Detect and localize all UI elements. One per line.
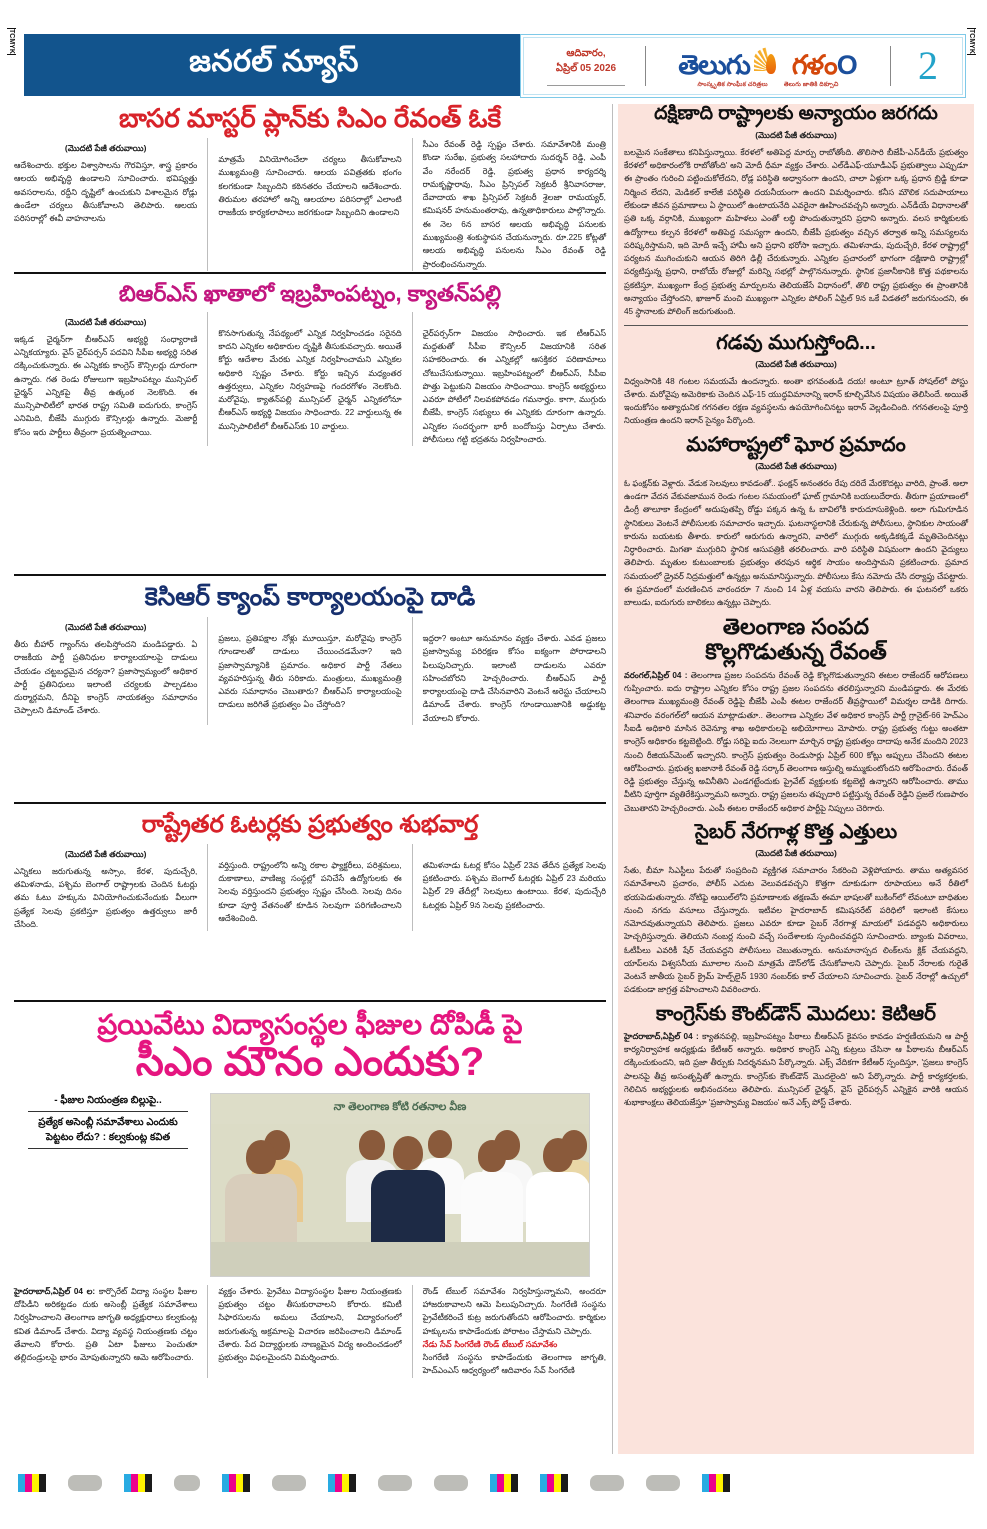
cmyk-swatch-group <box>222 1474 250 1492</box>
feature-headline-line1: ప్రయివేటు విద్యాసంస్థల ఫీజుల దోపిడీ పై <box>97 1009 523 1040</box>
brand-tagline-left: సాంస్కృతిక సాంఘీక చరిత్రలు <box>697 82 768 88</box>
cyber-body: సేతు, బీమా సిఎస్టీలు పేరుతో సంప్రదించి వ్యక్తిగత సమాచారం సేకరించి వెళ్లిపోయారు. తాము అత్యవసర సమావేశాలని ప్రచారం, పోలీస్ ఎదుట వెలువడవచ్చని కొత్తగా దూకుడుగా రూపాయలు అనే రీతిలో భయపెడుతున్నారు. నోటిఫై ఆయిల్‌లోని ప్రమాణాలకు తక్షణమే ఈమా భాషలతో బుకింగ్‌లో లేవంటూ బాధితుల నుంచి నగదు వసూలు చేస్తున్నారు. ఇటీవల హైదరాబాద్ కమిషనరేట్ పరిధిలో ఇలాంటి కేసులు నమోదవుతున్నాయని తెలిపారు. ప్రజలు ఎవరూ కూడా సైబర్ నేరగాళ్ల మాయలో పడవద్దని అధికారులు హెచ్చరిస్తున్నారు. తెలియని నంబర్ల నుంచి వచ్చే సందేశాలకు స్పందించవద్దని సూచించారు. బ్యాంకు వివరాలు, ఓటీపీలు ఎవరికీ షేర్ చేయవద్దని పోలీసులు చెబుతున్నారు. అనుమానాస్పద లింక్‌లను క్లిక్ చేయవద్దని, యాప్‌లను విశ్వసనీయ మూలాల నుంచి మాత్రమే డౌన్‌లోడ్ చేసుకోవాలని చెప్పారు. సైబర్ నేరాలకు గురైతే వెంటనే జాతీయ సైబర్ క్రైమ్ హెల్ప్‌లైన్ 1930 నంబర్‌కు కాల్ చేయాలని సూచించారు. సైబర్ నేరాల్లో ఉచ్చులో పడకుండా జాగ్రత్త వహించాలని వివరించారు. <box>624 865 968 995</box>
gray-swatch <box>590 1475 624 1491</box>
article-basara <box>14 104 606 271</box>
brs-body-col3: ఛైర్‌పర్సన్‌గా విజయం సాధించారు. ఇక టీఆర్ఎస్ మద్దతుతో సీపీఐ కౌన్సిలర్ విజయానికి సరిత సహకరించారు. ఈ ఎన్నికల్లో ఆసక్తికర పరిణామాలు చోటుచేసుకున్నాయి. ఇబ్రహింపట్నంలో బీఆర్ఎస్, సీపీఐ పొత్తు పెట్టుకుని విజయం సాధించాయి. కాంగ్రెస్ అభ్యర్థులు ఎవరూ పోటీలో నిలవకపోవడం గమనార్హం. కాగా, ముగ్గురు బీజేపీ, కాంగ్రెస్ సభ్యులు ఈ ఎన్నికకు దూరంగా ఉన్నారు. ఎన్నికల సందర్భంగా భారీ బందోబస్తు ఏర్పాటు చేశారు. పోలీసులు గట్టి భద్రతను నిర్వహించారు. <box>422 328 606 444</box>
article-cyber <box>624 821 968 997</box>
date-full: ఏప్రిల్ 05 2026 <box>555 63 617 74</box>
headline-revanth-line2: కొల్లగొడుతున్న రేవంత్ <box>705 638 887 664</box>
feature-sub-line3: పెట్టటం లేదు? : కల్వకుంట్ల కవిత <box>45 1131 171 1143</box>
page-number-box <box>891 43 965 88</box>
date-day: ఆదివారం, <box>566 48 606 59</box>
article-voters <box>14 794 606 931</box>
article-ktr <box>624 1003 968 1110</box>
article-body-col3: సీఎం రేవంత్ రెడ్డి స్పష్టం చేశారు. సమావేశానికి మంత్రి కొండా సురేఖ, ప్రభుత్వ సలహాదారు సుదర్శన్ రెడ్డి, ఎంపీ వేం నరేందర్ రెడ్డి, ప్రభుత్వ ప్రధాన కార్యదర్శి రామకృష్ణారావు, సీఎం ప్రిన్సిపల్ సెక్రటరీ శ్రీనివాసరాజు, దేవాదాయ శాఖ ప్రిన్సిపల్ సెక్రటరీ శైలజా రామయ్యర్, కమిషనర్ హనుమంతరావు, ఉన్నతాధికారులు పాల్గొన్నారు. ఈ నెల 6న బాసర ఆలయ అభివృద్ధి పనులకు ముఖ్యమంత్రి శంకుస్థాపన చేయనున్నారు. రూ.225 కోట్లతో ఆలయ అభివృద్ధి పనులను సీఎం రేవంత్ రెడ్డి ప్రారంభించనున్నారు. <box>422 140 606 269</box>
photo-person <box>225 1140 297 1242</box>
gray-swatch <box>68 1475 102 1491</box>
brand-word-end: O <box>836 50 858 80</box>
article-maharashtra <box>624 434 968 610</box>
photo-person <box>526 1138 590 1242</box>
gray-swatch <box>272 1475 306 1491</box>
cmyk-swatch-group <box>124 1474 152 1492</box>
feature-rule <box>14 1000 606 1002</box>
cmyk-swatch-group <box>540 1474 568 1492</box>
feature-body-col1 <box>14 1285 197 1365</box>
headline-ktr: కాంగ్రెస్‌కు కౌంట్‌డౌన్ మొదలు: కెటిఆర్ <box>656 1002 936 1025</box>
press-conference-photo <box>210 1093 590 1277</box>
photo-backdrop-banner <box>211 1094 589 1124</box>
feature-body-col1-text: కార్పొరేట్ విద్యా సంస్థల ఫీజుల దోపిడీని అరికట్టడం దుకు అసెంబ్లీ ప్రత్యేక సమావేశాలు నిర్వహించాలని తెలంగాణ జాగృతి అధ్యక్షురాలు కల్వకుంట్ల కవిత డిమాండ్ చేశారు. విద్యా వ్యవస్థ నియంత్రణకు చట్టం తేవాలని కోరారు. ప్రతి ఏటా ఫీజులు పెంచుతూ తల్లిదండ్రులపై భారం మోపుతున్నారని ఆమె ఆరోపించారు. <box>14 1286 198 1363</box>
voters-body-col3: తమిళనాడు ఓటర్ల కోసం ఏప్రిల్ 23వ తేదీన ప్రత్యేక సెలవు ప్రకటించారు. పశ్చిమ బెంగాల్ ఓటర్లకు ఏప్రిల్ 23 మరియు ఏప్రిల్ 29 తేదీల్లో సెలవులు ఉంటాయి. కేరళ, పుదుచ్చేరి ఓటర్లకు ఏప్రిల్ 9న సెలవు ప్రకటించారు. <box>422 860 606 910</box>
feature-body-col3: రౌండ్ టేబుల్ సమావేశం నిర్వహిస్తున్నామని, అందరూ హాజరుకావాలని ఆమె పిలుపునిచ్చారు. సింగరేణి సంస్థను ప్రైవేటీకరించే కుట్ర జరుగుతోందని ఆరోపించారు. కార్మికుల హక్కులను కాపాడేందుకు పోరాటం చేస్తామని చెప్పారు. <box>422 1286 606 1336</box>
headline-maharashtra: మహారాష్ట్రలో ఘోర ప్రమాదం <box>686 433 906 456</box>
brs-body-col2: కొనసాగుతున్న నేపథ్యంలో ఎన్నిక నిర్వహించడం సరైనది కాదని ఎన్నికల అధికారుల దృష్టికి తీసుకువచ్చారు. అయితే కోర్టు ఆదేశాల మేరకు ఎన్నిక నిర్వహించామని ఎన్నికల అధికారి స్పష్టం చేశారు. కోర్టు ఇచ్చిన మధ్యంతర ఉత్తర్వులు, ఎన్నికల నిర్వహణపై గందరగోళం నెలకొంది. మరోవైపు, క్యాతన్‌పల్లి మున్సిపల్ ఛైర్మన్ ఎన్నికలోనూ బీఆర్ఎస్ అభ్యర్థి విజయం సాధించారు. 22 వార్డులున్న ఈ మున్సిపాలిటీలో బీఆర్ఎస్‌కు 10 వార్డులు. <box>218 328 402 431</box>
article-body-col2: మాత్రమే వినియోగించేలా చర్యలు తీసుకోవాలని ముఖ్యమంత్రి సూచించారు. ఆలయ పవిత్రతకు భంగం కలగకుండా సిబ్బందిని కఠినతరం చేయాలని ఆదేశించారు. తిరుమల తరహాలో అన్ని ఆలయాల పరిసరాల్లో ఎలాంటి రాజకీయ కార్యకలాపాలు జరగకుండా సిబ్బందిని ఉండాలని <box>218 155 402 218</box>
brand-tagline-right: తెలుగు జాతికి దిక్సూచి <box>783 82 839 88</box>
publication-date <box>521 46 645 86</box>
kcr-body-col2: ప్రజలు, ప్రతిపక్షాల నోళ్లు మూయిస్తూ, మరోవైపు కాంగ్రెస్ గూండాలతో దాడులు చేయించడమేనా? ఇది ప్రజాస్వామ్యానికి ప్రమాదం. అధికార పార్టీ నేతలు వ్యవహరిస్తున్న తీరు సరికాదు. మంత్రులు, ముఖ్యమంత్రి ఎవరు సమాధానం చెబుతారు? బీఆర్ఎస్ కార్యాలయంపై దాడులు జరిగితే ప్రభుత్వం ఏం చేస్తోంది? <box>218 634 402 710</box>
byline-voters: (మొదటి పేజీ తరువాయి) <box>64 848 147 859</box>
voters-body-col2: వర్తిస్తుంది. రాష్ట్రంలోని అన్ని రకాల ఫ్యాక్టరీలు, పరిశ్రమలు, దుకాణాలు, వాణిజ్య సంస్థల్లో పనిచేసే ఉద్యోగులకు ఈ సెలవు వర్తిస్తుందని ప్రభుత్వం స్పష్టం చేసింది. సెలవు దినం కూడా పూర్తి వేతనంతో కూడిన సెలవుగా పరిగణించాలని ఆదేశించింది. <box>218 860 402 924</box>
section-rule <box>14 802 606 804</box>
right-rule <box>624 325 968 326</box>
kcr-body-col3: ఇద్దరా? అంటూ అనుమానం వ్యక్తం చేశారు. ఎవడ ప్రజలు ప్రజాస్వామ్య పరిరక్షణ కోసం ఐక్యంగా పోరాడాలని పిలుపునిచ్చారు. ఇలాంటి దాడులను ఎవరూ సహించబోరని హెచ్చరించారు. బీఆర్ఎస్ పార్టీ కార్యాలయంపై దాడి చేసినవారిని వెంటనే అరెస్టు చేయాలని డిమాండ్ చేశారు. కాంగ్రెస్ గూండాయిజానికి అడ్డుకట్ట వేయాలని కోరారు. <box>422 634 606 723</box>
byline-cyber: (మొదటి పేజీ తరువాయి) <box>755 847 837 858</box>
brand-word-telugu: తెలుగు <box>678 50 750 80</box>
brs-body-col1: ఇక్కడ ఛైర్మన్‌గా బీఆర్ఎస్ అభ్యర్థి సంధ్యారాణి ఎన్నికయ్యారు. వైస్ ఛైర్‌పర్సన్ పదవిని సీపీఐ అభ్యర్థి సరిత దక్కించుకున్నారు. ఈ ఎన్నికకు కాంగ్రెస్ కౌన్సిలర్లు దూరంగా ఉన్నారు. గత రెండు రోజులుగా ఇబ్రహింపట్నం మున్సిపల్ ఛైర్మన్ ఎన్నికపై తీవ్ర ఉత్కంఠ నెలకొంది. ఈ మున్సిపాలిటీలో భారత రాష్ట్ర సమితి ఐదుగురు, కాంగ్రెస్ ఎనిమిది, బీజేపీ ముగ్గురు కౌన్సిలర్లు ఉన్నారు. మెజార్టీ కోసం ఇరు పార్టీలు తీవ్రంగా ప్రయత్నించాయి. <box>14 334 198 437</box>
page-content <box>14 104 974 1454</box>
revanth-dateline: వరంగల్,ఏప్రిల్ 04 : <box>624 670 688 680</box>
section-rule <box>14 574 606 576</box>
photo-banner-text: నా తెలంగాణ కోటి రతనాల వీణ <box>333 1101 467 1114</box>
feature-body-col3b: సింగరేణి సంస్థను కాపాడేందుకు తెలంగాణ జాగృతి, హెచ్ఎంఎస్ ఆధ్వర్యంలో ఆదివారం సేవ్ సింగరేణి <box>422 1353 606 1376</box>
feature-article <box>14 992 606 1378</box>
revanth-body <box>624 669 968 815</box>
section-rule <box>14 272 606 274</box>
brand-word-galam: గళం <box>791 50 837 80</box>
byline-kcr: (మొదటి పేజీ తరువాయి) <box>64 622 147 632</box>
registration-mark-left <box>6 28 17 104</box>
headline-deadline: గడవు ముగుస్తోంది... <box>716 331 876 354</box>
masthead-info-box <box>520 34 966 98</box>
brand-logo <box>646 43 890 89</box>
headline-kcr: కెసిఆర్ క్యాంప్ కార్యాలయంపై దాడి <box>144 583 476 611</box>
article-brs <box>14 264 606 446</box>
headline-brs: బిఆర్ఎస్ ఖాతాలో ఇబ్రహింపట్నం, క్యాతన్‌పల్లి <box>118 281 502 306</box>
ktr-body-text: క్యాతనపల్లి, ఇబ్రహింపట్నం పీఠాలు బీఆర్ఎస్ కైవసం కావడం హర్షణీయమని ఆ పార్టీ కార్యనిర్వాహక అధ్యక్షుడు కేటీఆర్ అన్నారు. అధికార కాంగ్రెస్ ఎన్ని కుట్రలు చేసినా ఆ పీఠాలను బీఆర్ఎస్ దక్కించుకుందని, ఇది ప్రజా తీర్పుకు నిదర్శనమని పేర్కొన్నారు. ఎక్స్ వేదికగా కేటీఆర్ స్పందిస్తూ, 'ప్రజలు కాంగ్రెస్ పాలనపై తీవ్ర అసంతృప్తితో ఉన్నారు. కాంగ్రెస్‌కు కౌంట్‌డౌన్ మొదలైంది' అని పేర్కొన్నారు. పార్టీ కార్యకర్తలకు, గెలిచిన అభ్యర్థులకు అభినందనలు తెలిపారు. మున్సిపల్ ఛైర్మన్, వైస్ ఛైర్‌పర్సన్ ఎన్నికైన వారికి ఆయన శుభాకాంక్షలు తెలియజేస్తూ 'ప్రజాస్వామ్య విజయం' అనే ఎక్స్ పోస్ట్ చేశారు. <box>624 1031 969 1108</box>
gray-swatch <box>378 1475 412 1491</box>
feature-headline-line2: సీఎం మౌనం ఎందుకు? <box>135 1039 485 1084</box>
byline-deadline: (మొదటి పేజీ తరువాయి) <box>755 358 837 369</box>
masthead <box>24 34 964 96</box>
south-states-body: బలమైన సంకేతాలు కనిపిస్తున్నాయి. కేరళలో అతిపెద్ద మార్పు రాబోతోంది. తొలిసారి బీజేపీ-ఎన్‌డీయే ప్రభుత్వం కేరళలో అధికారంలోకి రాబోతోంది' అని మోదీ ధీమా వ్యక్తం చేశారు. ఎల్‌డీఎఫ్-యూడీఎఫ్ ప్రభుత్వాలు ఎప్పుడూ ఈ ప్రాంతం గురించి పట్టించుకోలేదని, రోడ్ల పరిస్థితి అధ్వానంగా ఉందని, చాలా ఏళ్లుగా ఒక్క ప్రధాన బ్రిడ్జి కూడా నిర్మించ లేదని, మెడికల్ కాలేజీ పరిస్థితి దయనీయంగా ఉందని విమర్శించారు. కనీస మౌలిక సదుపాయాలు లేకుండా జీవన ప్రమాణాలు ఏ స్థాయిలో ఉంటాయనేది ఎవరైనా ఊహించవచ్చని అన్నారు. ఎన్‌డీయే విధానాలతో ప్రతి ఒక్క వర్గానికి, ముఖ్యంగా మహిళలు ఎంతో లబ్ధి పొందుతున్నారని ప్రధాని అన్నారు. వలస కార్మికులకు ఉద్యోగాలు కల్పన కేరళలో అతిపెద్ద సమస్యగా ఉందని, బీజేపీ ప్రభుత్వం వచ్చిన తర్వాత అన్ని సమస్యలను పరిష్కరిస్తామని, ఇది మోదీ ఇచ్చే హామీ అని ప్రధాని భరోసా ఇచ్చారు. తమిళనాడు, పుదుచ్చేరి, కేరళ రాష్ట్రాల్లో పర్యటన ముగించుకుని ఆయన తిరిగి ఢిల్లీ చేరుకున్నారు. ఎన్నికల ప్రచారంలో భాగంగా దక్షిణాది రాష్ట్రాల్లో పర్యటిస్తున్న ప్రధాని, రాబోయే రోజుల్లో మరిన్ని సభల్లో పాల్గొననున్నారు. స్థానిక ప్రజానీకానికి కొత్త పథకాలను ప్రకటిస్తూ, ముఖ్యంగా కేంద్ర ప్రభుత్వ మార్పులను తెలియజేసే విధానంలో, తొలి రాష్ట్ర ప్రభుత్వం ఈ ప్రాంతానికి అన్యాయం చేస్తోందని, ఖాజూర్ మంచి ముఖ్యంగా ఎన్నికల పోలింగ్ ఏప్రిల్ 9న ఒకే విడతలో జరుగనుందని, ఈ 45 స్థానాలకు పోలింగ్ జరుగుతుంది. <box>624 147 968 317</box>
right-section <box>618 104 974 1454</box>
section-title: జనరల్ న్యూస్ <box>189 44 359 78</box>
feature-sub-line2: ప్రత్యేక అసెంబ్లీ సమావేశాలు ఎందుకు <box>38 1116 178 1128</box>
article-deadline <box>624 332 968 428</box>
headline-cyber: సైబర్ నేరగాళ్ల కొత్త ఎత్తులు <box>694 820 898 843</box>
article-south-states <box>624 104 968 319</box>
cmyk-swatch-group <box>490 1474 518 1492</box>
deadline-body: విధ్వంసానికి 48 గంటల సమయమే ఉందన్నారు. అంతా భగవంతుడి దయ! అంటూ ట్రూత్ సోషల్‌లో పోస్టు చేశారు. మరోవైపు అమెరికాకు చెందిన ఎఫ్-15 యుద్ధవిమానాన్ని ఇరాన్ కూల్చివేసిన విషయం తెలిసిందే. అయితే ఇందుకోసం అత్యాధునిక గగనతల రక్షణ వ్యవస్థలను ఉపయోగించినట్టు ఇరాన్ వెల్లడించింది. గగనతలంపై పూర్తి నియంత్రణ ఉందని ఇరాన్ సైన్యం పేర్కొంది. <box>624 376 968 426</box>
byline-brs: (మొదటి పేజీ తరువాయి) <box>64 316 147 327</box>
cmyk-swatch-group <box>18 1474 46 1492</box>
ktr-body <box>624 1030 968 1110</box>
column-divider <box>612 104 613 1454</box>
registration-mark-right <box>966 28 977 104</box>
byline-basara: (మొదటి పేజీ తరువాయి) <box>64 143 147 154</box>
revanth-body-text: తెలంగాణ ప్రజల సంపదను రేవంత్ రెడ్డి కొల్లగొడుతున్నారని ఈటల రాజేందర్ ఆరోపణలు గుప్పించారు. ఐదు రాష్ట్రాల ఎన్నికల కోసం రాష్ట్ర ప్రజల సంపదను తరలిస్తున్నారని మండిపడ్డారు. ఈ మేరకు తెలంగాణ ముఖ్యమంత్రి రేవంత్ రెడ్డిపై బీజేపీ ఎంపీ ఈటల రాజేందర్ తీవ్రస్థాయిలో విమర్శల దాడికి దిగారు. శనివారం వరంగల్‌లో ఆయన మాట్లాడుతూ.. తెలంగాణ ఎన్నికల వేళ అధికార కాంగ్రెస్ పార్టీ గ్రానైట్-66 హెచ్ఎం సీఐడీ అధికారి మాసిన రెవెన్యూ శాఖ అధికారులపై అభియోగాలు మోపారు. రాష్ట్ర ప్రభుత్వ గుట్టు అంతటా కాంగ్రెస్ అధికారం కట్టబెట్టింది. రోడ్డు సరిఫై ఐదు నెలలుగా మార్చిన రాష్ట్ర ప్రభుత్వం దాదాపు అనేక మందిని 2023 నుంచి రీజియన్‌మెంట్ ఇచ్చారని. కాంగ్రెస్ ప్రభుత్వం రెండుసార్లు ఏప్రిల్ 600 కోట్లు అప్పులు చేసిందని ఈటల ఆరోపించారు. ప్రభుత్వ ఖజానాకి రేవంత్ రెడ్డి సర్కార్ తెలంగాణ ఆస్తుల్ని అమ్ముకుంటోందని ఆరోపించారు. రేవంత్ రెడ్డి ప్రభుత్వం చేస్తున్న అవినీతిని ఎండగట్టేందుకు ప్రైవేట్ వ్యక్తులకు కట్టబెట్టి ఉన్నారని ఆరోపించారు. తాము వీటిని పూర్తిగా వ్యతిరేకిస్తున్నామని అన్నారు. రాష్ట్ర ప్రజలను తప్పుదారి పట్టిస్తున్న రేవంత్ రెడ్డిని ప్రజలే గుణపాఠం చెబుతారని హెచ్చరించారు. ఎంపీ ఈటల రాజేందర్ అధికార పార్టీపై నిప్పులు చెరిగారు. <box>624 670 968 813</box>
page-number: 2 <box>918 43 938 88</box>
byline-south-states: (మొదటి పేజీ తరువాయి) <box>755 129 837 140</box>
feature-sub-line1: - ఫీజుల నియంత్రణ బిల్లుపై.. <box>54 1094 162 1106</box>
headline-basara: బాసర మాస్టర్ ప్లాన్‌కు సిఎం రేవంత్ ఓకే <box>118 103 502 133</box>
article-kcr <box>14 566 606 725</box>
cmyk-swatch-group <box>702 1474 730 1492</box>
sunrise-lamp-icon <box>751 47 791 81</box>
kcr-body-col1: తీరు బీహార్ గ్యాంగ్‌ను తలపిస్తోందని మండిపడ్డారు. ఏ రాజకీయ పార్టీ ప్రతినిధుల కార్యాలయాలపై దాడులు చేయడం చట్టబద్ధమైన చర్యనా? ప్రజాస్వామ్యంలో అధికార పార్టీ ప్రతినిధులు ఇలాంటి చర్యలకు పాల్పడటం దుర్మార్గమని, దీనిపై కాంగ్రెస్ నాయకత్వం సమాధానం చెప్పాలని డిమాండ్ చేశారు. <box>14 640 198 716</box>
reg-label-right: TCMYK <box>968 29 975 54</box>
article-revanth <box>624 615 968 814</box>
gray-swatch <box>174 1475 200 1491</box>
gray-swatch <box>434 1475 468 1491</box>
photo-speaker-kavitha <box>371 1136 445 1242</box>
feature-red-highlight: నేడు సేవ్ సింగరేణి రౌండ్ టేబుల్ సమావేశం <box>422 1339 558 1349</box>
headline-revanth-line1: తెలంగాణ సంపద <box>722 614 870 640</box>
maharashtra-body: ఓ ఫంక్షన్‌కు వెళ్లారు. వేడుక సెలవులు కావడంతో.. ఫంక్షన్ అనంతరం రేపు దరిదే మేరకొదట్లు వారిది, ప్రాంతే. అలా ఉండగా వేదన వేకువజామున రెండు గంటల సమయంలో ఘాట్ గ్రామానికి బయలుదేరారు. తీరుగా ప్రయాణంలో డింగ్రీ తాలూకా కేంద్రంలో అదుపుతప్పి రోడ్డు పక్కన ఉన్న ఓ బావిలోకి కారుదూసుకెళ్లింది. అలా గుమిగూడిన స్థానికులు వెంటనే పోలీసులకు సమాచారం ఇచ్చారు. ఘటనాస్థలానికి చేరుకున్న పోలీసులు, స్థానికుల సాయంతో కారును బయటకు తీశారు. కారులో ఆరుగురు ఉన్నారని, వారిలో ముగ్గురు అక్కడికక్కడే మృతిచెందినట్లు నిర్ధారించారు. మిగతా ముగ్గురిని స్థానిక ఆసుపత్రికి తరలించారు. వారి పరిస్థితి విషమంగా ఉందని వైద్యులు తెలిపారు. మృతుల కుటుంబాలకు ప్రభుత్వం తరపున ఆర్థిక సాయం అందిస్తామని ప్రకటించారు. ప్రమాద సమయంలో డ్రైవర్ నిద్రమత్తులో ఉన్నట్లు అనుమానిస్తున్నారు. పోలీసులు కేసు నమోదు చేసి దర్యాప్తు చేపట్టారు. ఈ ప్రమాదంలో మరణించిన వారందరూ 7 నుంచి 14 ఏళ్ల వయసు వారని తెలిపారు. ఈ ఘటనలో ఒకరు బాలుడు, ఐదుగురు బాలికలు ఉన్నట్లు చెప్పారు. <box>624 478 968 608</box>
feature-dateline: హైదరాబాద్,ఏప్రిల్ 04 ల: <box>14 1286 96 1296</box>
cmyk-swatch-group <box>328 1474 356 1492</box>
headline-south-states: దక్షిణాది రాష్ట్రాలకు అన్యాయం జరగదు <box>654 103 938 124</box>
left-section <box>14 104 606 1454</box>
reg-label-left: TCMYK <box>8 29 15 54</box>
photo-person <box>461 1140 523 1242</box>
headline-voters: రాష్ట్రేతర ఓటర్లకు ప్రభుత్వం శుభవార్త <box>141 811 479 838</box>
feature-body-col2: వ్యక్తం చేశారు. ప్రైవేటు విద్యాసంస్థల ఫీజుల నియంత్రణకు ప్రభుత్వం చట్టం తీసుకురావాలని కోరారు. కమిటీ సిఫారసులను అమలు చేయాలని, విద్యారంగంలో జరుగుతున్న అక్రమాలపై విచారణ జరిపించాలని డిమాండ్ చేశారు. పేద విద్యార్థులకు నాణ్యమైన విద్య అందించడంలో ప్రభుత్వం విఫలమైందని విమర్శించారు. <box>218 1286 402 1363</box>
color-calibration-bar <box>0 1468 987 1498</box>
feature-subhead-box <box>14 1093 202 1277</box>
byline-maharashtra: (మొదటి పేజీ తరువాయి) <box>755 460 837 471</box>
gray-swatch <box>646 1475 680 1491</box>
article-body-col1: ఆదేశించారు. భక్తుల విశ్వాసాలను గౌరవిస్తూ, శాస్త్ర ప్రకారం ఆలయ అభివృద్ధి ఉండాలని సూచించారు. భవిష్యత్తు అవసరాలను, రద్దీని దృష్టిలో ఉంచుకుని విశాలమైన రోడ్లు ఉండేలా చర్యలు తీసుకోవాలని తెలిపారు. ఆలయ పరిసరాల్లో ఈవీ వాహనాలను <box>14 161 198 224</box>
ktr-dateline: హైదరాబాద్,ఏప్రిల్ 04 : <box>624 1031 699 1041</box>
section-title-banner <box>24 34 524 96</box>
voters-body-col1: ఎన్నికలు జరుగుతున్న అస్సాం, కేరళ, పుదుచ్చేరి, తమిళనాడు, పశ్చిమ బెంగాల్ రాష్ట్రాలకు చెందిన ఓటర్లు తమ ఓటు హక్కును వినియోగించుకునేందుకు వీలుగా ప్రత్యేక సెలవు ప్రకటిస్తూ ప్రభుత్వం ఉత్తర్వులు జారీ చేసింది. <box>14 866 198 930</box>
